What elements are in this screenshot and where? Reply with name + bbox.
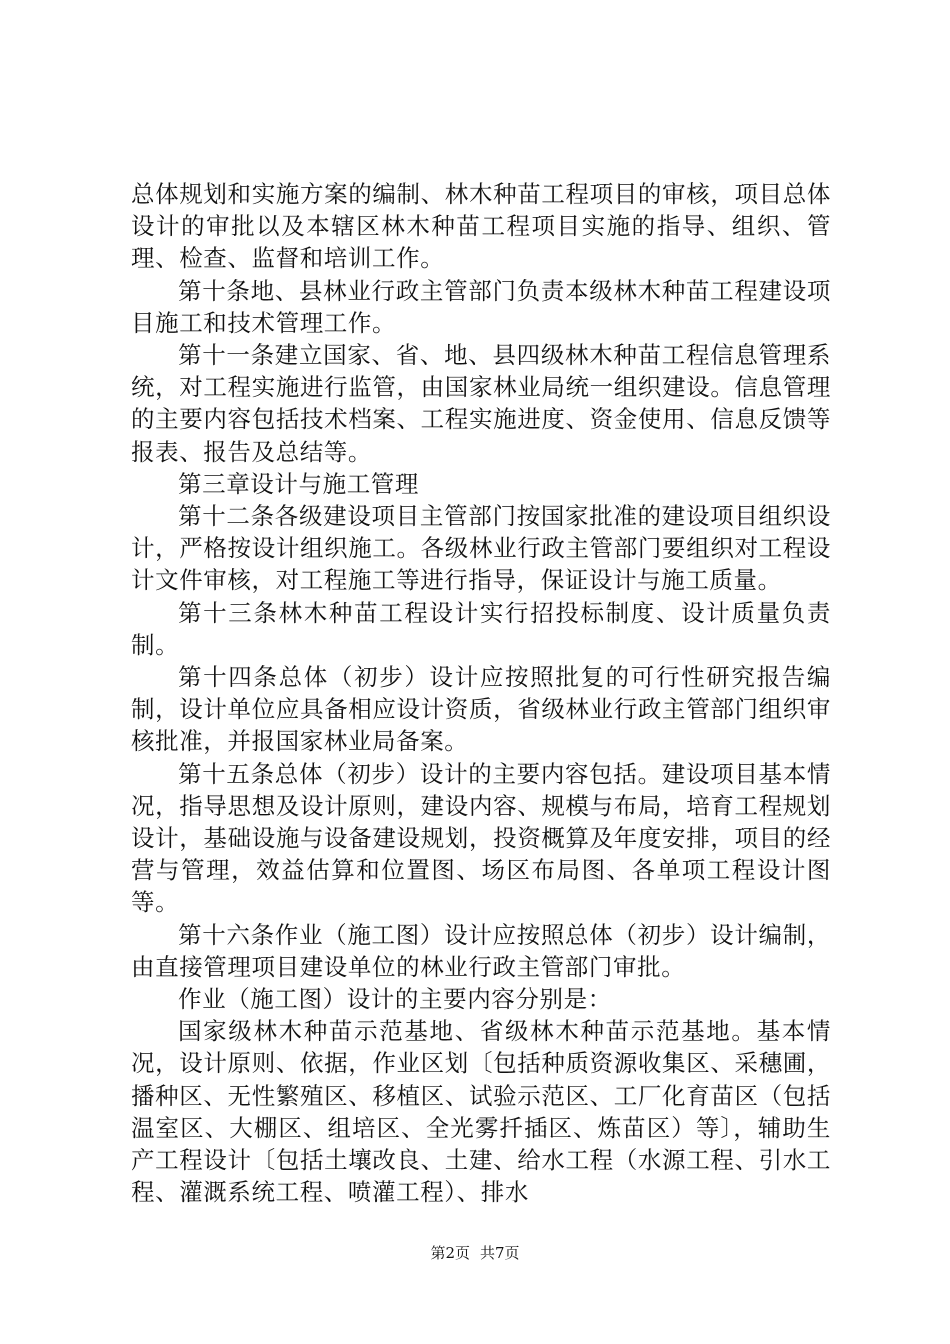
paragraph-design-contents: 作业（施工图）设计的主要内容分别是： [178, 985, 612, 1014]
chapter-heading: 第三章设计与施工管理 [178, 469, 419, 498]
paragraph-article-15: 第十五条总体（初步）设计的主要内容包括。建设项目基本情况，指导思想及设计原则，建设内容、规模与布局，培育工程规划设计，基础设施与设备建设规划，投资概算及年度安排，项目的经营与管理，效益估算和位置图、场区布局图、各单项工程设计图等。 [131, 759, 831, 917]
paragraph-base-design: 国家级林木种苗示范基地、省级林木种苗示范基地。基本情况，设计原则、依据，作业区划〔包括种质资源收集区、采穗圃，播种区、无性繁殖区、移植区、试验示范区、工厂化育苗区（包括温室区、大棚区、组培区、全光雾扦插区、炼苗区）等〕，辅助生产工程设计〔包括土壤改良、土建、给水工程（水源工程、引水工程、灌溉系统工程、喷灌工程）、排水 [131, 1017, 831, 1207]
page-total: 共7页 [480, 1244, 520, 1262]
paragraph-article-16: 第十六条作业（施工图）设计应按照总体（初步）设计编制，由直接管理项目建设单位的林业行政主管部门审批。 [131, 920, 831, 981]
page-number: 第2页 [430, 1244, 470, 1262]
paragraph-article-10: 第十条地、县林业行政主管部门负责本级林木种苗工程建设项目施工和技术管理工作。 [131, 276, 831, 337]
paragraph-continuation: 总体规划和实施方案的编制、林木种苗工程项目的审核，项目总体设计的审批以及本辖区林木种苗工程项目实施的指导、组织、管理、检查、监督和培训工作。 [131, 180, 831, 273]
document-body [131, 178, 831, 1209]
paragraph-article-11: 第十一条建立国家、省、地、县四级林木种苗工程信息管理系统，对工程实施进行监管，由国家林业局统一组织建设。信息管理的主要内容包括技术档案、工程实施进度、资金使用、信息反馈等报表、报告及总结等。 [131, 341, 831, 466]
page-footer [0, 1242, 950, 1263]
paragraph-article-13: 第十三条林木种苗工程设计实行招投标制度、设计质量负责制。 [131, 598, 831, 659]
paragraph-article-14: 第十四条总体（初步）设计应按照批复的可行性研究报告编制，设计单位应具备相应设计资质，省级林业行政主管部门组织审核批准，并报国家林业局备案。 [131, 663, 831, 756]
paragraph-article-12: 第十二条各级建设项目主管部门按国家批准的建设项目组织设计，严格按设计组织施工。各级林业行政主管部门要组织对工程设计文件审核，对工程施工等进行指导，保证设计与施工质量。 [131, 502, 831, 595]
